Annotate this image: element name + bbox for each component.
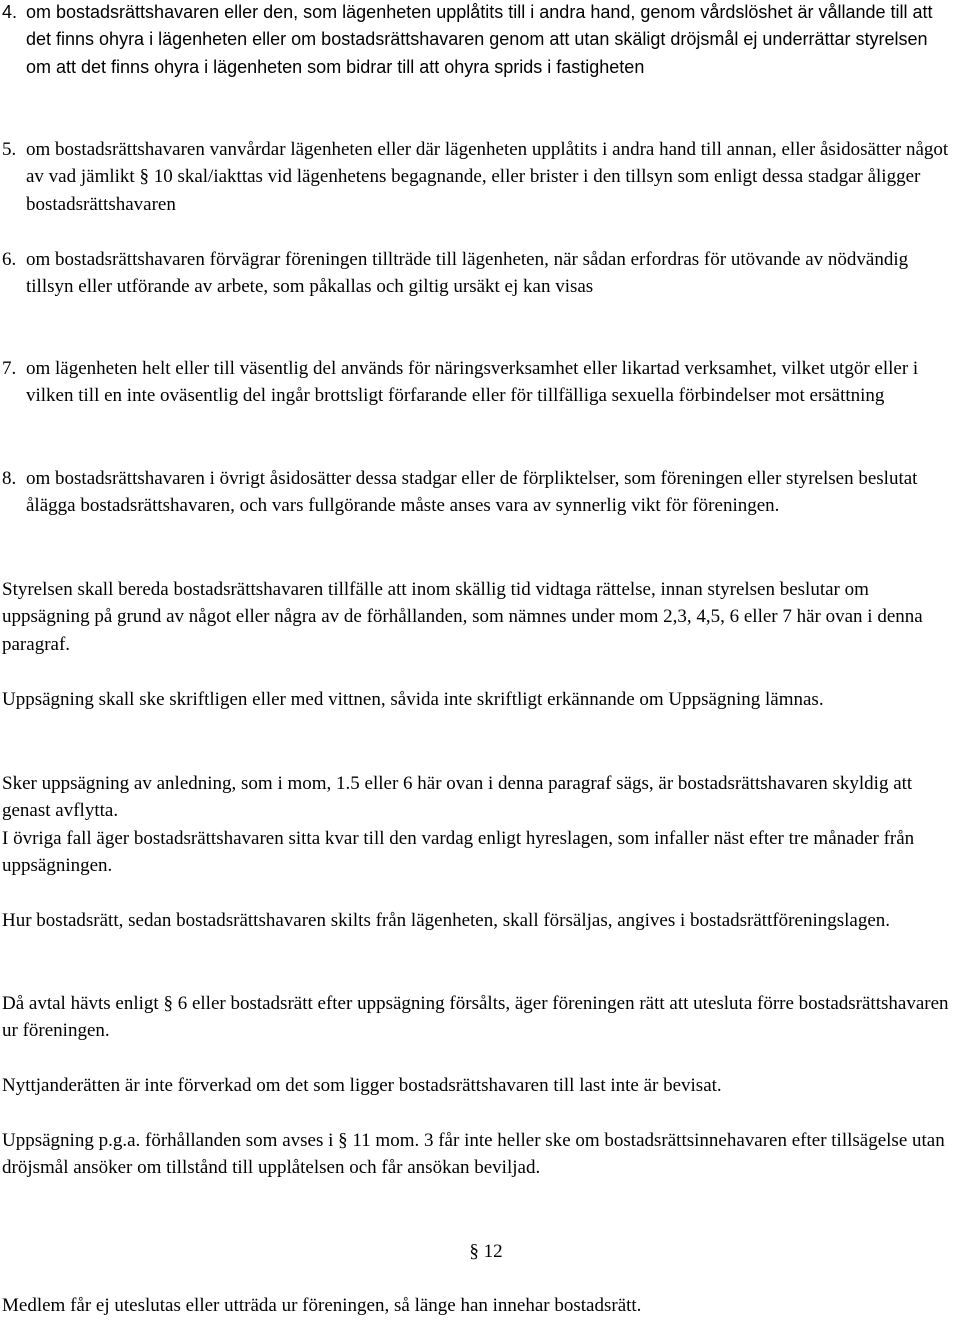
section-heading-text: § 12 — [469, 1241, 503, 1262]
list-number: 7. — [2, 358, 17, 379]
list-number: 4. — [2, 2, 18, 22]
list-item-6 — [0, 246, 960, 301]
paragraph-ovriga-fall: I övriga fall äger bostadsrättshavaren sitta kvar till den vardag enligt hyreslagen, som infaller näst efter tre månader från uppsägningen. — [2, 828, 915, 877]
list-number: 5. — [2, 139, 17, 160]
paragraph-uppsagning-skriftligen: Uppsägning skall ske skriftligen eller med vittnen, såvida inte skriftligt erkännande om Uppsägning lämnas. — [2, 689, 824, 710]
paragraph-uppsagning-pga: Uppsägning p.g.a. förhållanden som avses i § 11 mom. 3 får inte heller ske om bostadsrättsinnehavaren efter tillsägelse utan dröjsmål ansöker om tillstånd till upplåtelsen och får ansökan beviljad. — [2, 1130, 945, 1179]
paragraph-utesluta: Då avtal hävts enligt § 6 eller bostadsrätt efter uppsägning försålts, äger föreningen rätt att utesluta förre bostadsrättshavaren ur föreningen. — [2, 993, 949, 1042]
paragraph-avflytta: Sker uppsägning av anledning, som i mom, 1.5 eller 6 här ovan i denna paragraf sägs, är bostadsrättshavaren skyldig att genast avflytta. — [2, 773, 913, 822]
paragraph-medlem: Medlem får ej uteslutas eller utträda ur föreningen, så länge han innehar bostadsrätt. — [2, 1295, 642, 1316]
list-text: om bostadsrättshavaren i övrigt åsidosätter dessa stadgar eller de förpliktelser, som föreningen eller styrelsen beslutat ålägga bostadsrättshavaren, och vars fullgörande måste anses vara av synnerlig vikt för föreningen. — [26, 468, 918, 517]
list-text: om bostadsrättshavaren vanvårdar lägenheten eller där lägenheten upplåtits i andra hand till annan, eller åsidosätter något av vad jämlikt § 10 skal/iakttas vid lägenhetens begagnande, eller brister i den tillsyn som enligt dessa stadgar åligger bostadsrättshavaren — [26, 139, 949, 215]
list-text: om bostadsrättshavaren förvägrar föreningen tillträde till lägenheten, när sådan erfordras för utövande av nödvändig tillsyn eller utförande av arbete, som påkallas och giltig ursäkt ej kan visas — [26, 249, 909, 298]
list-item-5 — [0, 136, 960, 218]
section-heading — [0, 1238, 960, 1265]
paragraph-nyttjanderatten: Nyttjanderätten är inte förverkad om det som ligger bostadsrättshavaren till last inte är bevisat. — [2, 1075, 722, 1096]
list-number: 6. — [2, 249, 17, 270]
list-number: 8. — [2, 468, 17, 489]
list-text: om bostadsrättshavaren eller den, som lägenheten upplåtits till i andra hand, genom vårdslöshet är vållande till att det finns ohyra i lägenheten eller om bostadsrättshavaren genom att utan skäligt dröjsmål ej underrättar styrelsen om att det finns ohyra i lägenheten som bidrar till att ohyra sprids i fastigheten — [26, 2, 933, 77]
paragraph-forsaljning: Hur bostadsrätt, sedan bostadsrättshavaren skilts från lägenheten, skall försäljas, angives i bostadsrättföreningslagen. — [2, 910, 891, 931]
list-item-7 — [0, 355, 960, 410]
paragraph-styrelsen: Styrelsen skall bereda bostadsrättshavaren tillfälle att inom skällig tid vidtaga rättelse, innan styrelsen beslutar om uppsägning på grund av något eller några av de förhållanden, som nämnes under mom 2,3, 4,5, 6 eller 7 här ovan i denna paragraf. — [2, 579, 923, 655]
list-item-8 — [0, 465, 960, 520]
list-item-4 — [0, 0, 960, 81]
list-text: om lägenheten helt eller till väsentlig del används för näringsverksamhet eller likartad verksamhet, vilket utgör eller i vilken till en inte oväsentlig del ingår brottsligt förfarande eller för tillfälliga sexuella förbindelser mot ersättning — [26, 358, 919, 407]
